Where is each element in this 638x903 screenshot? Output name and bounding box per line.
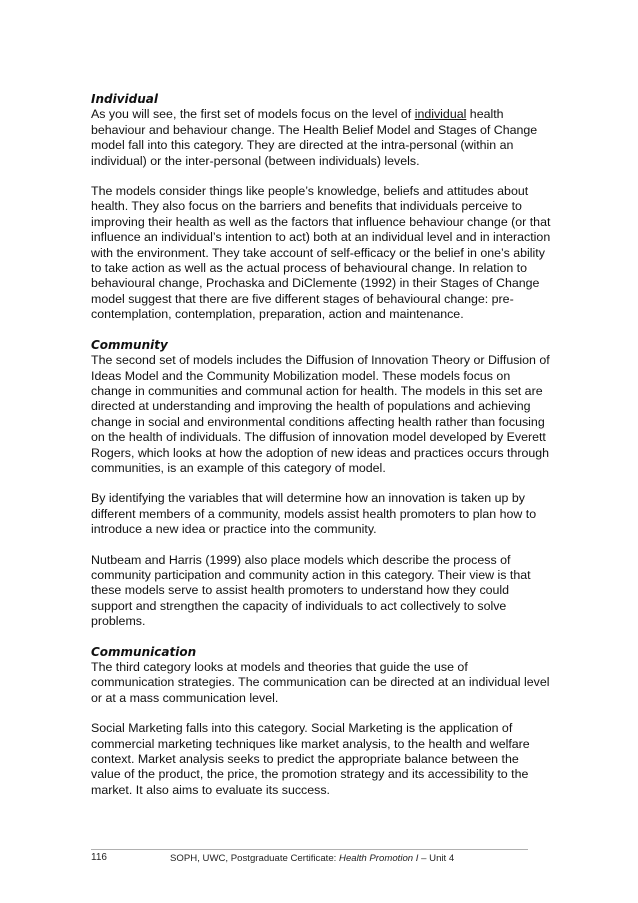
- paragraph: By identifying the variables that will determine how an innovation is taken up by different members of a community, models assist health promoters to plan how to introduce a new idea or practice into the community.: [91, 491, 537, 537]
- paragraph-text: health behaviour and behaviour change. The Health Belief Model and Stages of Change model fall into this category. They are directed at the intra-personal (within an individual) or the inter-personal (between individuals) levels.: [91, 107, 538, 168]
- underlined-term: individual: [414, 107, 467, 122]
- running-footer-prefix: SOPH, UWC, Postgraduate Certificate:: [170, 853, 340, 864]
- footer-rule: [91, 849, 528, 850]
- paragraph: The third category looks at models and theories that guide the use of communication strategies. The communication can be directed at an individual level or at a mass communication level.: [91, 660, 550, 705]
- page-number: 116: [91, 852, 107, 863]
- page-content: [91, 92, 551, 813]
- section-heading: Individual: [91, 92, 158, 106]
- section-community: [91, 338, 551, 630]
- section-individual: [91, 92, 551, 323]
- running-footer-course: Health Promotion I: [339, 853, 419, 864]
- paragraph: The models consider things like people’s knowledge, beliefs and attitudes about health. They also focus on the barriers and benefits that individuals perceive to improving their health as well as the factors that influence behaviour change (or that influence an individual’s intention to act) both at an individual level and in interaction with the environment. They take account of self-efficacy or the belief in one’s ability to take action as well as the actual process of behavioural change. In relation to behavioural change, Prochaska and DiClemente (1992) in their Stages of Change model suggest that there are five different stages of behavioural change: pre-contemplation, contemplation, preparation, action and maintenance.: [91, 184, 551, 322]
- section-heading: Communication: [91, 644, 197, 659]
- paragraph: The second set of models includes the Diffusion of Innovation Theory or Diffusion of Ideas Model and the Community Mobilization model. These models focus on change in communities and communal action for health. The models in this set are directed at understanding and improving the health of populations and achieving change in social and environmental conditions affecting health rather than focusing on the health of individuals. The diffusion of innovation model developed by Everett Rogers, which looks at how the adoption of new ideas and practices occurs through communities, is an example of this category of model.: [91, 353, 550, 475]
- paragraph-text: As you will see, the first set of models focus on the level of: [91, 107, 415, 122]
- paragraph: Social Marketing falls into this category. Social Marketing is the application of commercial marketing techniques like market analysis, to the health and welfare context. Market analysis seeks to predict the appropriate balance between the value of the product, the price, the promotion strategy and its accessibility to the market. It also aims to evaluate its success.: [91, 721, 530, 797]
- paragraph: [91, 107, 551, 169]
- section-communication: [91, 645, 551, 799]
- paragraph: Nutbeam and Harris (1999) also place models which describe the process of community participation and community action in this category. Their view is that these models serve to assist health promoters to understand how they could support and strengthen the capacity of individuals to act collectively to solve problems.: [91, 552, 531, 629]
- running-footer: [170, 853, 454, 864]
- running-footer-unit: – Unit 4: [418, 853, 455, 864]
- section-heading: Community: [91, 337, 168, 352]
